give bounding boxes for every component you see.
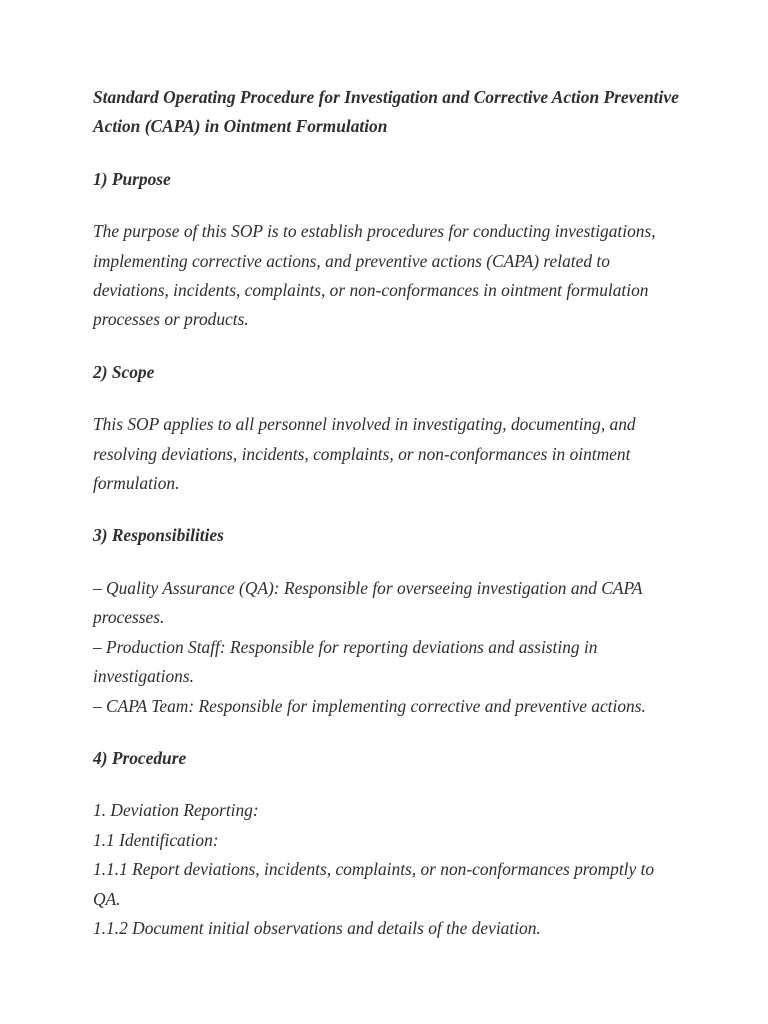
document-title: Standard Operating Procedure for Investigation and Corrective Action Preventive Action (CAPA) in Ointment Formulation bbox=[93, 87, 679, 137]
responsibilities-list bbox=[93, 574, 683, 721]
document-page bbox=[93, 83, 683, 966]
scope-text: This SOP applies to all personnel involved in investigating, documenting, and resolving deviations, incidents, complaints, or non-conformances in ointment formulation. bbox=[93, 414, 636, 494]
responsibility-item-capa-team: – CAPA Team: Responsible for implementing corrective and preventive actions. bbox=[93, 695, 646, 716]
procedure-item: 1. Deviation Reporting: bbox=[93, 800, 259, 821]
section-heading-scope: 2) Scope bbox=[93, 361, 155, 382]
procedure-item: 1.1 Identification: bbox=[93, 829, 219, 850]
section-heading-purpose: 1) Purpose bbox=[93, 168, 171, 189]
purpose-text: The purpose of this SOP is to establish procedures for conducting investigations, implementing corrective actions, and preventive actions (CAPA) related to deviations, incidents, complaints, or non-conformances in ointment formulation processes or products. bbox=[93, 221, 656, 330]
procedure-item: 1.1.1 Report deviations, incidents, complaints, or non-conformances promptly to QA. bbox=[93, 859, 655, 909]
procedure-item: 1.1.2 Document initial observations and details of the deviation. bbox=[93, 917, 541, 938]
responsibility-item-qa: – Quality Assurance (QA): Responsible for overseeing investigation and CAPA processes. bbox=[93, 577, 643, 628]
section-heading-procedure: 4) Procedure bbox=[93, 747, 187, 768]
procedure-list bbox=[93, 796, 683, 943]
responsibility-item-production: – Production Staff: Responsible for reporting deviations and assisting in investigations. bbox=[93, 636, 598, 687]
section-heading-responsibilities: 3) Responsibilities bbox=[93, 525, 224, 546]
